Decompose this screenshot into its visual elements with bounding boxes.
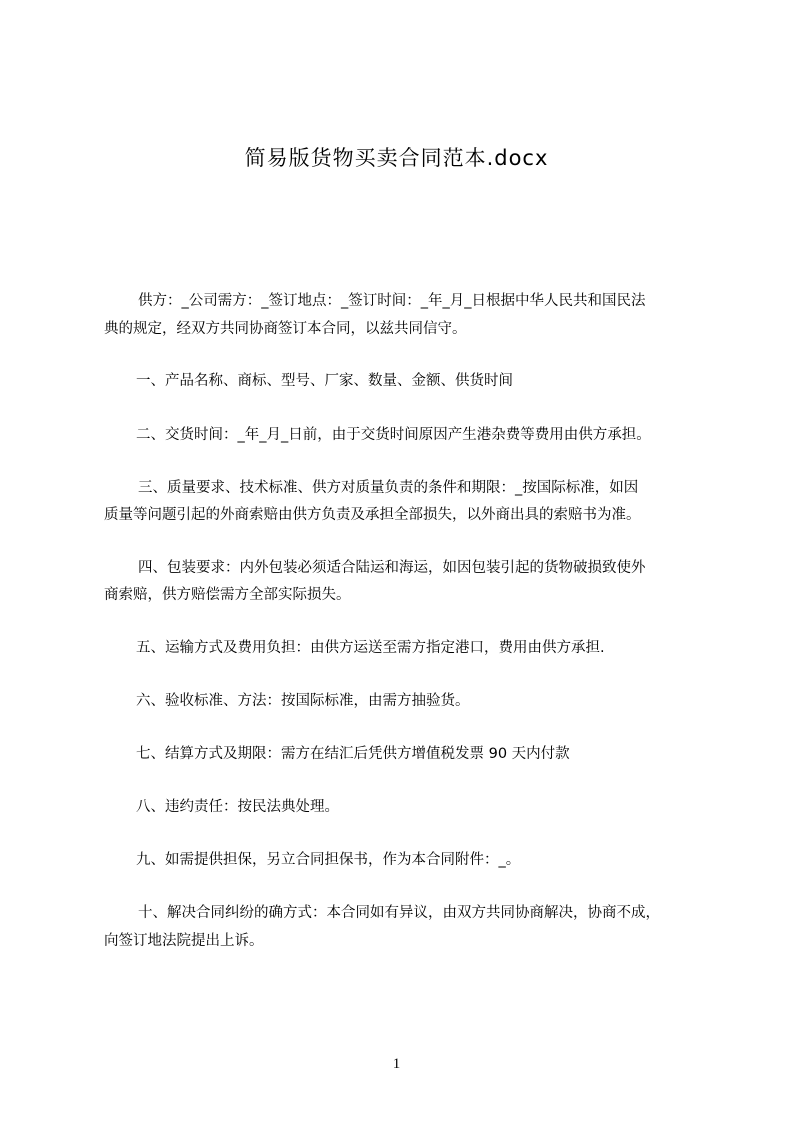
clause-5: 五、运输方式及费用负担：由供方运送至需方指定港口，费用由供方承担. — [136, 640, 605, 656]
page-number: 1 — [392, 1056, 401, 1072]
clause-10-line-1: 十、解决合同纠纷的确方式：本合同如有异议，由双方共同协商解决，协商不成， — [138, 905, 660, 921]
paragraph-supplier-line-2: 典的规定，经双方共同协商签订本合同，以兹共同信守。 — [104, 321, 467, 337]
clause-4-line-2: 商索赔，供方赔偿需方全部实际损失。 — [104, 587, 351, 603]
clause-8: 八、违约责任：按民法典处理。 — [136, 799, 339, 815]
clause-3-line-2: 质量等问题引起的外商索赔由供方负责及承担全部损失，以外商出具的索赔书为准。 — [104, 507, 641, 523]
clause-7: 七、结算方式及期限：需方在结汇后凭供方增值税发票 90 天内付款 — [136, 746, 570, 762]
clause-9: 九、如需提供担保，另立合同担保书，作为本合同附件：_。 — [136, 852, 521, 868]
clause-1: 一、产品名称、商标、型号、厂家、数量、金额、供货时间 — [136, 373, 513, 389]
clause-4-line-1: 四、包装要求：内外包装必须适合陆运和海运，如因包装引起的货物破损致使外 — [138, 560, 646, 576]
clause-3-line-1: 三、质量要求、技术标准、供方对质量负责的条件和期限：_按国际标准，如因 — [138, 480, 639, 496]
clause-2: 二、交货时间：_年_月_日前，由于交货时间原因产生港杂费等费用由供方承担。 — [136, 427, 651, 443]
paragraph-supplier-line-1: 供方：_公司需方：_签订地点：_签订时间：_年_月_日根据中华人民共和国民法 — [138, 293, 646, 309]
document-title: 简易版货物买卖合同范本.docx — [244, 146, 549, 170]
clause-6: 六、验收标准、方法：按国际标准，由需方抽验货。 — [136, 693, 470, 709]
clause-10-line-2: 向签订地法院提出上诉。 — [104, 933, 264, 949]
